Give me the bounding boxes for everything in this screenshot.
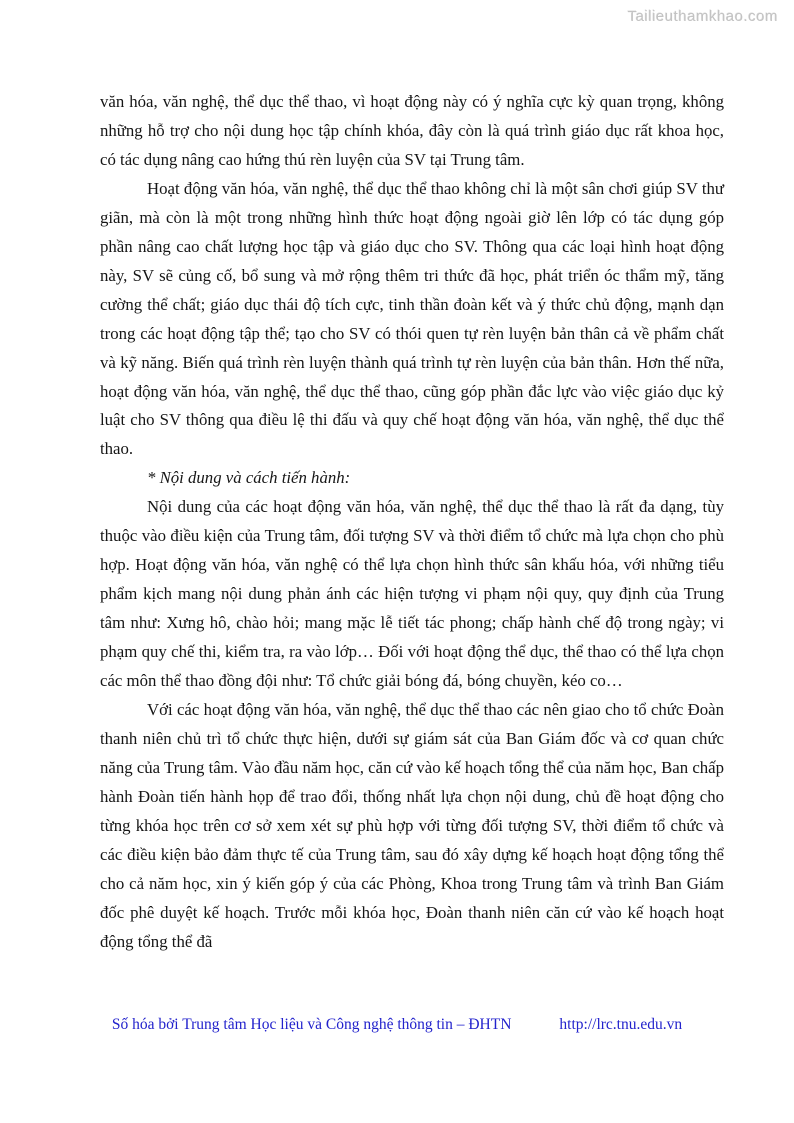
digitization-credit: Số hóa bởi Trung tâm Học liệu và Công nghệ thông tin – ĐHTN bbox=[111, 1016, 512, 1033]
section-heading-italic: * Nội dung và cách tiến hành: bbox=[147, 468, 351, 488]
paragraph: Hoạt động văn hóa, văn nghệ, thể dục thể thao không chỉ là một sân chơi giúp SV thư giãn, mà còn là một trong những hình thức hoạt động ngoài giờ lên lớp có tác dụng góp phần nâng cao chất lượng học tập và giáo dục cho SV. Thông qua các loại hình hoạt động này, SV sẽ củng cố, bổ sung và mở rộng thêm tri thức đã học, phát triển óc thẩm mỹ, tăng cường thể chất; giáo dục thái độ tích cực, tinh thần đoàn kết và ý thức chủ động, mạnh dạn trong các hoạt động tập thể; tạo cho SV có thói quen tự rèn luyện bản thân cả về phẩm chất và kỹ năng. Biến quá trình rèn luyện thành quá trình tự rèn luyện của bản thân. Hơn thế nữa, hoạt động văn hóa, văn nghệ, thể dục thể thao, cũng góp phần đắc lực vào việc giáo dục kỷ luật cho SV thông qua điều lệ thi đấu và quy chế hoạt động văn hóa, văn nghệ, thể dục thể thao. bbox=[100, 178, 724, 459]
page-footer bbox=[0, 1016, 794, 1034]
document-body bbox=[100, 88, 724, 957]
footer-link[interactable]: http://lrc.tnu.edu.vn bbox=[559, 1016, 683, 1033]
watermark-text: Tailieuthamkhao.com bbox=[627, 8, 778, 25]
paragraph-continuation: văn hóa, văn nghệ, thể dục thể thao, vì hoạt động này có ý nghĩa cực kỳ quan trọng, không những hỗ trợ cho nội dung học tập chính khóa, đây còn là quá trình giáo dục rất khoa học, có tác dụng nâng cao hứng thú rèn luyện của SV tại Trung tâm. bbox=[100, 92, 724, 169]
paragraph: Nội dung của các hoạt động văn hóa, văn nghệ, thể dục thể thao là rất đa dạng, tùy thuộc vào điều kiện của Trung tâm, đối tượng SV và thời điểm tổ chức mà lựa chọn cho phù hợp. Hoạt động văn hóa, văn nghệ có thể lựa chọn hình thức sân khấu hóa, với những tiểu phẩm kịch mang nội dung phản ánh các hiện tượng vi phạm nội quy, quy định của Trung tâm như: Xưng hô, chào hỏi; mang mặc lễ tiết tác phong; chấp hành chế độ trong ngày; vi phạm quy chế thi, kiểm tra, ra vào lớp… Đối với hoạt động thể dục, thể thao có thể lựa chọn các môn thể thao đồng đội như: Tổ chức giải bóng đá, bóng chuyền, kéo co… bbox=[100, 497, 724, 691]
paragraph: Với các hoạt động văn hóa, văn nghệ, thể dục thể thao các nên giao cho tổ chức Đoàn thanh niên chủ trì tổ chức thực hiện, dưới sự giám sát của Ban Giám đốc và cơ quan chức năng của Trung tâm. Vào đầu năm học, căn cứ vào kế hoạch tổng thể của năm học, Ban chấp hành Đoàn tiến hành họp để trao đổi, thống nhất lựa chọn nội dung, chủ đề hoạt động cho từng khóa học trên cơ sở xem xét sự phù hợp với từng đối tượng SV, thời điểm tổ chức và các điều kiện bảo đảm thực tế của Trung tâm, sau đó xây dựng kế hoạch hoạt động tổng thể cho cả năm học, xin ý kiến góp ý của các Phòng, Khoa trong Trung tâm và trình Ban Giám đốc phê duyệt kế hoạch. Trước mỗi khóa học, Đoàn thanh niên căn cứ vào kế hoạch hoạt động tổng thể đã bbox=[100, 700, 724, 951]
